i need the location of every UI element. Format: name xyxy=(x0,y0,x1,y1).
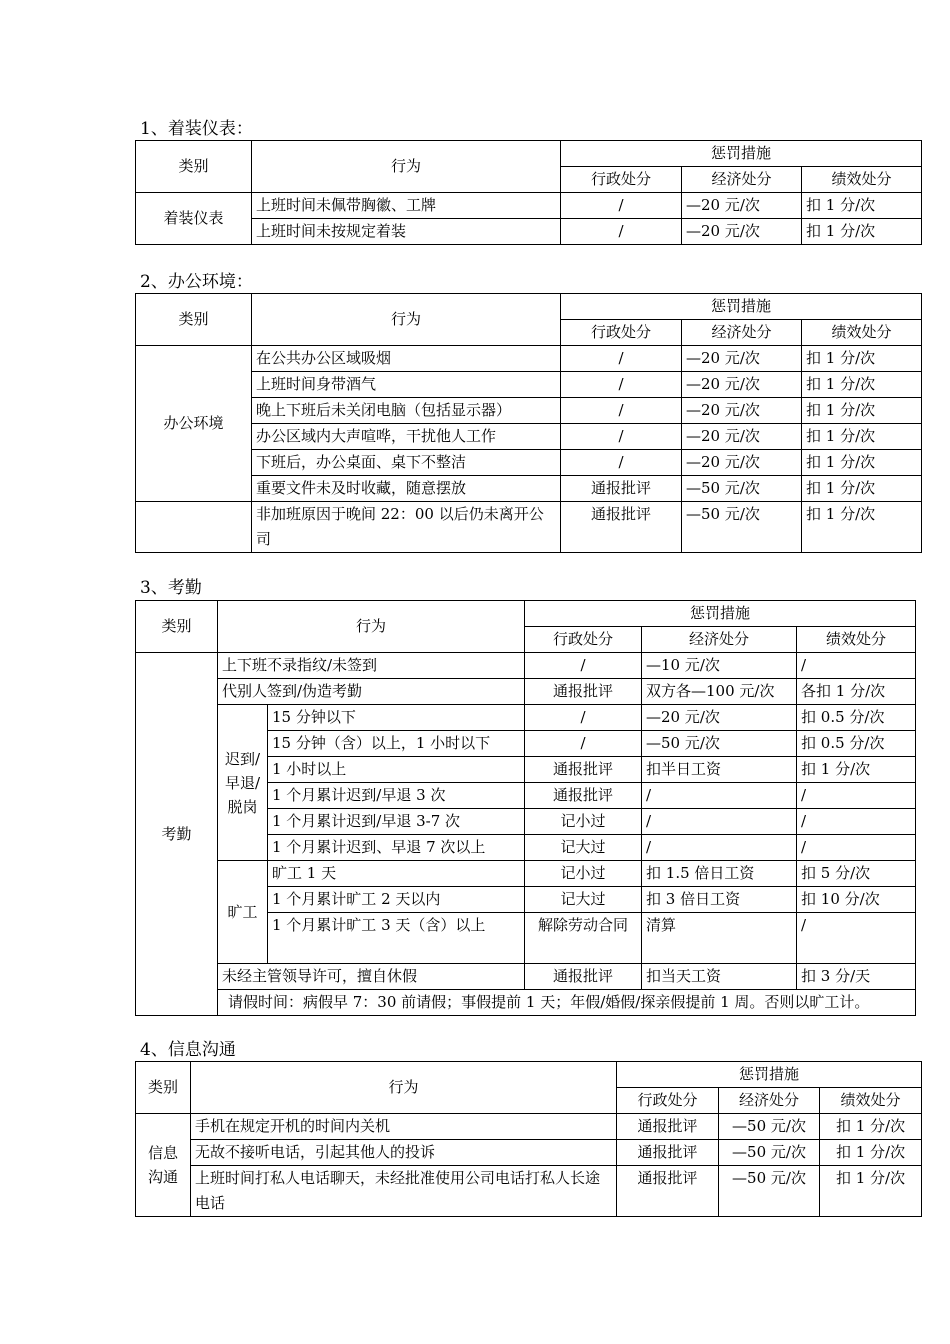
behavior-cell: 15 分钟（含）以上，1 小时以下 xyxy=(268,731,525,757)
table-row xyxy=(136,705,916,731)
header-behavior: 行为 xyxy=(218,601,525,653)
admin-cell: 通报批评 xyxy=(525,964,642,990)
behavior-cell: 代别人签到/伪造考勤 xyxy=(218,679,525,705)
behavior-cell: 上班时间身带酒气 xyxy=(252,372,561,398)
perf-cell: / xyxy=(797,809,916,835)
header-measures: 惩罚措施 xyxy=(561,141,922,167)
econ-cell: / xyxy=(642,835,797,861)
header-measures: 惩罚措施 xyxy=(561,294,922,320)
admin-cell: / xyxy=(525,653,642,679)
perf-cell: 扣 1 分/次 xyxy=(802,346,922,372)
absent-group-label: 旷工 xyxy=(218,861,268,964)
econ-cell: —20 元/次 xyxy=(682,398,802,424)
behavior-cell: 15 分钟以下 xyxy=(268,705,525,731)
header-econ: 经济处分 xyxy=(682,167,802,193)
behavior-cell: 上下班不录指纹/未签到 xyxy=(218,653,525,679)
admin-cell: / xyxy=(561,219,682,245)
perf-cell: 扣 1 分/次 xyxy=(797,757,916,783)
econ-cell: —20 元/次 xyxy=(682,193,802,219)
admin-cell: / xyxy=(525,731,642,757)
late-group-label: 迟到/早退/脱岗 xyxy=(218,705,268,861)
table-row xyxy=(136,193,922,219)
header-perf: 绩效处分 xyxy=(802,320,922,346)
perf-cell: / xyxy=(797,913,916,964)
admin-cell: / xyxy=(525,705,642,731)
econ-cell: 清算 xyxy=(642,913,797,964)
perf-cell: 扣 1 分/次 xyxy=(802,476,922,502)
table-row xyxy=(136,1166,922,1217)
econ-cell: —20 元/次 xyxy=(642,705,797,731)
perf-cell: 扣 1 分/次 xyxy=(820,1140,922,1166)
econ-cell: —50 元/次 xyxy=(719,1140,820,1166)
perf-cell: / xyxy=(797,783,916,809)
perf-cell: 扣 1 分/次 xyxy=(802,502,922,553)
admin-cell: / xyxy=(561,346,682,372)
behavior-cell: 1 小时以上 xyxy=(268,757,525,783)
perf-cell: 扣 1 分/次 xyxy=(802,398,922,424)
admin-cell: / xyxy=(561,193,682,219)
econ-cell: —50 元/次 xyxy=(719,1166,820,1217)
admin-cell: / xyxy=(561,372,682,398)
table-row xyxy=(136,1114,922,1140)
table-row xyxy=(136,424,922,450)
admin-cell: 通报批评 xyxy=(561,502,682,553)
econ-cell: 双方各—100 元/次 xyxy=(642,679,797,705)
section-title: 3、考勤 xyxy=(140,578,202,598)
header-admin: 行政处分 xyxy=(525,627,642,653)
behavior-cell: 办公区域内大声喧哗，干扰他人工作 xyxy=(252,424,561,450)
perf-cell: 扣 3 分/天 xyxy=(797,964,916,990)
econ-cell: —50 元/次 xyxy=(682,476,802,502)
econ-cell: —50 元/次 xyxy=(719,1114,820,1140)
section-title: 2、办公环境： xyxy=(140,272,253,292)
header-behavior: 行为 xyxy=(191,1062,617,1114)
communication-table xyxy=(135,1061,922,1217)
header-admin: 行政处分 xyxy=(617,1088,719,1114)
behavior-cell: 1 个月累计旷工 2 天以内 xyxy=(268,887,525,913)
econ-cell: —50 元/次 xyxy=(682,502,802,553)
admin-cell: 记小过 xyxy=(525,809,642,835)
perf-cell: 扣 1 分/次 xyxy=(802,424,922,450)
table-row xyxy=(136,1140,922,1166)
econ-cell: 扣半日工资 xyxy=(642,757,797,783)
perf-cell: 扣 10 分/次 xyxy=(797,887,916,913)
header-econ: 经济处分 xyxy=(642,627,797,653)
admin-cell: 通报批评 xyxy=(617,1166,719,1217)
header-category: 类别 xyxy=(136,141,252,193)
perf-cell: / xyxy=(797,653,916,679)
admin-cell: 记小过 xyxy=(525,861,642,887)
header-admin: 行政处分 xyxy=(561,167,682,193)
perf-cell: 扣 1 分/次 xyxy=(802,219,922,245)
perf-cell: 扣 0.5 分/次 xyxy=(797,731,916,757)
category-cell: 信息沟通 xyxy=(136,1114,191,1217)
category-cell: 着装仪表 xyxy=(136,193,252,245)
behavior-cell: 重要文件未及时收藏，随意摆放 xyxy=(252,476,561,502)
admin-cell: / xyxy=(561,450,682,476)
perf-cell: / xyxy=(797,835,916,861)
header-measures: 惩罚措施 xyxy=(617,1062,922,1088)
table-row xyxy=(136,861,916,887)
behavior-cell: 旷工 1 天 xyxy=(268,861,525,887)
category-cell: 考勤 xyxy=(136,653,218,1016)
admin-cell: 记大过 xyxy=(525,887,642,913)
econ-cell: —20 元/次 xyxy=(682,346,802,372)
attendance-table xyxy=(135,600,916,1016)
table-row xyxy=(136,476,922,502)
behavior-cell: 非加班原因于晚间 22：00 以后仍未离开公司 xyxy=(252,502,561,553)
econ-cell: 扣当天工资 xyxy=(642,964,797,990)
behavior-cell: 1 个月累计迟到、早退 7 次以上 xyxy=(268,835,525,861)
section-title: 4、信息沟通 xyxy=(140,1040,236,1060)
header-category: 类别 xyxy=(136,1062,191,1114)
header-measures: 惩罚措施 xyxy=(525,601,916,627)
perf-cell: 扣 1 分/次 xyxy=(802,193,922,219)
header-admin: 行政处分 xyxy=(561,320,682,346)
admin-cell: 通报批评 xyxy=(561,476,682,502)
behavior-cell: 晚上下班后未关闭电脑（包括显示器） xyxy=(252,398,561,424)
behavior-cell: 未经主管领导许可，擅自休假 xyxy=(218,964,525,990)
perf-cell: 扣 1 分/次 xyxy=(820,1114,922,1140)
perf-cell: 扣 0.5 分/次 xyxy=(797,705,916,731)
behavior-cell: 无故不接听电话，引起其他人的投诉 xyxy=(191,1140,617,1166)
admin-cell: 通报批评 xyxy=(525,783,642,809)
header-econ: 经济处分 xyxy=(682,320,802,346)
behavior-cell: 1 个月累计迟到/早退 3-7 次 xyxy=(268,809,525,835)
econ-cell: —20 元/次 xyxy=(682,219,802,245)
table-row xyxy=(136,502,922,553)
header-behavior: 行为 xyxy=(252,294,561,346)
table-row xyxy=(136,450,922,476)
behavior-cell: 上班时间打私人电话聊天，未经批准使用公司电话打私人长途电话 xyxy=(191,1166,617,1217)
header-category: 类别 xyxy=(136,294,252,346)
category-cell xyxy=(136,502,252,553)
behavior-cell: 上班时间未按规定着装 xyxy=(252,219,561,245)
table-row xyxy=(136,964,916,990)
behavior-cell: 下班后，办公桌面、桌下不整洁 xyxy=(252,450,561,476)
table-row xyxy=(136,398,922,424)
admin-cell: 通报批评 xyxy=(525,757,642,783)
table-row xyxy=(136,219,922,245)
header-econ: 经济处分 xyxy=(719,1088,820,1114)
econ-cell: —50 元/次 xyxy=(642,731,797,757)
header-perf: 绩效处分 xyxy=(820,1088,922,1114)
perf-cell: 扣 5 分/次 xyxy=(797,861,916,887)
admin-cell: 解除劳动合同 xyxy=(525,913,642,964)
econ-cell: 扣 3 倍日工资 xyxy=(642,887,797,913)
category-cell: 办公环境 xyxy=(136,346,252,502)
behavior-cell: 1 个月累计迟到/早退 3 次 xyxy=(268,783,525,809)
table-row xyxy=(136,990,916,1016)
admin-cell: / xyxy=(561,424,682,450)
econ-cell: / xyxy=(642,809,797,835)
behavior-cell: 在公共办公区域吸烟 xyxy=(252,346,561,372)
admin-cell: 记大过 xyxy=(525,835,642,861)
perf-cell: 扣 1 分/次 xyxy=(802,450,922,476)
perf-cell: 各扣 1 分/次 xyxy=(797,679,916,705)
admin-cell: 通报批评 xyxy=(525,679,642,705)
behavior-cell: 手机在规定开机的时间内关机 xyxy=(191,1114,617,1140)
header-perf: 绩效处分 xyxy=(802,167,922,193)
table-row xyxy=(136,372,922,398)
econ-cell: —20 元/次 xyxy=(682,372,802,398)
table-row xyxy=(136,653,916,679)
leave-note: 请假时间：病假早 7：30 前请假；事假提前 1 天；年假/婚假/探亲假提前 1 周。否则以旷工计。 xyxy=(218,990,916,1016)
econ-cell: / xyxy=(642,783,797,809)
office-environment-table xyxy=(135,293,922,553)
admin-cell: / xyxy=(561,398,682,424)
behavior-cell: 1 个月累计旷工 3 天（含）以上 xyxy=(268,913,525,964)
admin-cell: 通报批评 xyxy=(617,1114,719,1140)
dress-code-table xyxy=(135,140,922,245)
section-title: 1、着装仪表： xyxy=(140,119,253,139)
perf-cell: 扣 1 分/次 xyxy=(820,1166,922,1217)
econ-cell: —10 元/次 xyxy=(642,653,797,679)
table-row xyxy=(136,679,916,705)
table-row xyxy=(136,346,922,372)
behavior-cell: 上班时间未佩带胸徽、工牌 xyxy=(252,193,561,219)
header-behavior: 行为 xyxy=(252,141,561,193)
econ-cell: —20 元/次 xyxy=(682,450,802,476)
econ-cell: 扣 1.5 倍日工资 xyxy=(642,861,797,887)
header-perf: 绩效处分 xyxy=(797,627,916,653)
econ-cell: —20 元/次 xyxy=(682,424,802,450)
admin-cell: 通报批评 xyxy=(617,1140,719,1166)
perf-cell: 扣 1 分/次 xyxy=(802,372,922,398)
header-category: 类别 xyxy=(136,601,218,653)
